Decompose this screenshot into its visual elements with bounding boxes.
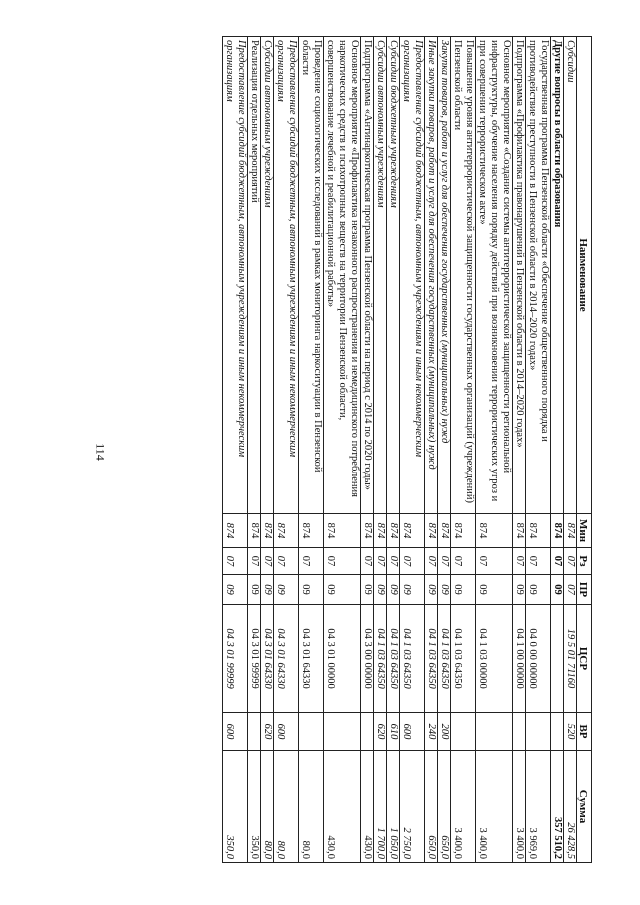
cell-min: 874 bbox=[274, 514, 299, 548]
cell-csr: 04 3 01 00000 bbox=[324, 605, 361, 713]
cell-pr: 09 bbox=[438, 575, 451, 605]
cell-name: Основное мероприятие «Создание системы антитеррористической защищенности региональной инфраструктуры, обучение населения порядку действий при возникновении террористических угроз и при совершении террористическом акте» bbox=[476, 37, 513, 514]
cell-sum: 430,0 bbox=[324, 751, 361, 863]
cell-csr: 04 3 00 00000 bbox=[361, 605, 374, 713]
cell-min: 874 bbox=[400, 514, 425, 548]
cell-pr: 07 bbox=[564, 575, 577, 605]
cell-csr: 04 3 01 64330 bbox=[261, 605, 274, 713]
cell-sum: 80,0 bbox=[261, 751, 274, 863]
cell-pr: 09 bbox=[248, 575, 261, 605]
cell-name: Другие вопросы в области образования bbox=[551, 37, 564, 514]
cell-pr: 09 bbox=[425, 575, 438, 605]
budget-table bbox=[222, 36, 592, 863]
cell-sum: 430,0 bbox=[361, 751, 374, 863]
table-row bbox=[513, 37, 526, 863]
page-number: 114 bbox=[93, 443, 108, 461]
cell-rz: 07 bbox=[223, 548, 248, 575]
table-row bbox=[248, 37, 261, 863]
cell-vr: 240 bbox=[425, 713, 438, 751]
rotated-page-content bbox=[112, 36, 592, 862]
cell-name: Субсидии bbox=[564, 37, 577, 514]
table-body bbox=[223, 37, 577, 863]
table-row bbox=[551, 37, 564, 863]
cell-name: Предоставление субсидий бюджетным, автономным учреждениям и иным некоммерческим организациям bbox=[400, 37, 425, 514]
cell-pr: 09 bbox=[451, 575, 476, 605]
cell-name: Подпрограмма «Профилактика правонарушений в Пензенской области в 2014–2020 годах» bbox=[513, 37, 526, 514]
cell-min: 874 bbox=[513, 514, 526, 548]
cell-rz: 07 bbox=[513, 548, 526, 575]
cell-vr bbox=[451, 713, 476, 751]
cell-sum: 80,0 bbox=[274, 751, 299, 863]
cell-name: Реализация отдельных мероприятий bbox=[248, 37, 261, 514]
table-row bbox=[299, 37, 324, 863]
header-name: Наименование bbox=[577, 37, 592, 514]
cell-rz: 07 bbox=[451, 548, 476, 575]
cell-sum: 2 750,0 bbox=[400, 751, 425, 863]
cell-pr: 09 bbox=[513, 575, 526, 605]
cell-vr: 620 bbox=[374, 713, 387, 751]
cell-csr: 04 1 00 00000 bbox=[513, 605, 526, 713]
cell-sum: 350,0 bbox=[223, 751, 248, 863]
cell-csr: 04 1 03 00000 bbox=[476, 605, 513, 713]
cell-pr: 09 bbox=[387, 575, 400, 605]
cell-min: 874 bbox=[476, 514, 513, 548]
cell-pr: 09 bbox=[274, 575, 299, 605]
cell-name: Субсидии автономным учреждениям bbox=[374, 37, 387, 514]
cell-pr: 09 bbox=[261, 575, 274, 605]
cell-min: 874 bbox=[223, 514, 248, 548]
cell-min: 874 bbox=[374, 514, 387, 548]
header-vr: ВР bbox=[577, 713, 592, 751]
cell-min: 874 bbox=[451, 514, 476, 548]
cell-name: Иные закупки товаров, работ и услуг для обеспечения государственных (муниципальных) нужд bbox=[425, 37, 438, 514]
cell-min: 874 bbox=[248, 514, 261, 548]
table-row bbox=[324, 37, 361, 863]
cell-csr: 04 1 03 64350 bbox=[425, 605, 438, 713]
cell-csr: 04 3 01 99999 bbox=[223, 605, 248, 713]
cell-vr: 600 bbox=[274, 713, 299, 751]
cell-vr: 600 bbox=[223, 713, 248, 751]
header-min: Мин bbox=[577, 514, 592, 548]
cell-rz: 07 bbox=[248, 548, 261, 575]
cell-vr: 600 bbox=[400, 713, 425, 751]
cell-csr: 04 1 03 64350 bbox=[400, 605, 425, 713]
cell-rz: 07 bbox=[400, 548, 425, 575]
cell-pr: 09 bbox=[223, 575, 248, 605]
cell-min: 874 bbox=[551, 514, 564, 548]
cell-sum: 26 428,5 bbox=[564, 751, 577, 863]
cell-pr: 09 bbox=[400, 575, 425, 605]
cell-vr bbox=[248, 713, 261, 751]
cell-sum: 650,0 bbox=[438, 751, 451, 863]
cell-csr: 04 1 03 64350 bbox=[374, 605, 387, 713]
cell-csr: 04 3 01 64330 bbox=[274, 605, 299, 713]
cell-name: Закупка товаров, работ и услуг для обеспечения государственных (муниципальных) нужд bbox=[438, 37, 451, 514]
table-row bbox=[451, 37, 476, 863]
cell-pr: 09 bbox=[374, 575, 387, 605]
cell-csr: 04 1 03 64350 bbox=[387, 605, 400, 713]
cell-pr: 09 bbox=[526, 575, 551, 605]
table-row bbox=[438, 37, 451, 863]
cell-pr: 09 bbox=[299, 575, 324, 605]
cell-rz: 07 bbox=[361, 548, 374, 575]
cell-csr: 04 1 03 64350 bbox=[438, 605, 451, 713]
cell-name: Государственная программа Пензенской области «Обеспечение общественного порядка и противодействие преступности в Пензенской области в 2014–2020 годах» bbox=[526, 37, 551, 514]
cell-vr bbox=[513, 713, 526, 751]
cell-sum: 80,0 bbox=[299, 751, 324, 863]
cell-rz: 07 bbox=[425, 548, 438, 575]
cell-sum: 650,0 bbox=[425, 751, 438, 863]
cell-csr: 04 0 00 00000 bbox=[526, 605, 551, 713]
cell-rz: 07 bbox=[299, 548, 324, 575]
cell-name: Субсидии бюджетным учреждениям bbox=[387, 37, 400, 514]
table-row bbox=[261, 37, 274, 863]
table-row bbox=[361, 37, 374, 863]
table-row bbox=[400, 37, 425, 863]
cell-name: Предоставление субсидий бюджетным, автономным учреждениям и иным некоммерческим организациям bbox=[274, 37, 299, 514]
cell-sum: 3 969,0 bbox=[526, 751, 551, 863]
cell-vr bbox=[476, 713, 513, 751]
cell-pr: 09 bbox=[324, 575, 361, 605]
cell-rz: 07 bbox=[526, 548, 551, 575]
cell-vr bbox=[526, 713, 551, 751]
cell-vr bbox=[361, 713, 374, 751]
cell-csr: 04 1 03 64350 bbox=[451, 605, 476, 713]
header-csr: ЦСР bbox=[577, 605, 592, 713]
cell-rz: 07 bbox=[476, 548, 513, 575]
cell-vr bbox=[299, 713, 324, 751]
header-pr: ПР bbox=[577, 575, 592, 605]
cell-csr: 04 3 01 64330 bbox=[299, 605, 324, 713]
cell-rz: 07 bbox=[374, 548, 387, 575]
cell-rz: 07 bbox=[261, 548, 274, 575]
cell-vr: 620 bbox=[261, 713, 274, 751]
table-header-row bbox=[577, 37, 592, 863]
cell-min: 874 bbox=[261, 514, 274, 548]
cell-rz: 07 bbox=[274, 548, 299, 575]
cell-name: Субсидии автономным учреждениям bbox=[261, 37, 274, 514]
cell-sum: 350,0 bbox=[248, 751, 261, 863]
cell-min: 874 bbox=[387, 514, 400, 548]
cell-sum: 3 400,0 bbox=[513, 751, 526, 863]
cell-name: Проведение социологических исследований в рамках мониторинга наркоситуации в Пензенской области bbox=[299, 37, 324, 514]
cell-min: 874 bbox=[526, 514, 551, 548]
cell-pr: 09 bbox=[361, 575, 374, 605]
cell-rz: 07 bbox=[564, 548, 577, 575]
cell-csr: 04 3 01 99999 bbox=[248, 605, 261, 713]
cell-name: Основное мероприятие «Профилактика незаконного распространения и немедицинского потребления наркотических средств и психотропных веществ на территории Пензенской области, совершенствование лечебной и реабилитационной работы» bbox=[324, 37, 361, 514]
cell-csr: 19 5 01 71160 bbox=[564, 605, 577, 713]
header-rz: Рз bbox=[577, 548, 592, 575]
cell-rz: 07 bbox=[387, 548, 400, 575]
cell-csr bbox=[551, 605, 564, 713]
cell-sum: 3 400,0 bbox=[451, 751, 476, 863]
cell-sum: 357 510,2 bbox=[551, 751, 564, 863]
cell-pr: 09 bbox=[476, 575, 513, 605]
cell-min: 874 bbox=[438, 514, 451, 548]
cell-min: 874 bbox=[425, 514, 438, 548]
cell-rz: 07 bbox=[324, 548, 361, 575]
cell-min: 874 bbox=[361, 514, 374, 548]
cell-rz: 07 bbox=[551, 548, 564, 575]
cell-sum: 3 400,0 bbox=[476, 751, 513, 863]
table-row bbox=[387, 37, 400, 863]
cell-vr bbox=[324, 713, 361, 751]
table-row bbox=[374, 37, 387, 863]
table-row bbox=[526, 37, 551, 863]
cell-min: 874 bbox=[324, 514, 361, 548]
cell-sum: 1 700,0 bbox=[374, 751, 387, 863]
cell-min: 874 bbox=[564, 514, 577, 548]
cell-vr: 610 bbox=[387, 713, 400, 751]
cell-vr: 520 bbox=[564, 713, 577, 751]
cell-name: Предоставление субсидий бюджетным, автономным учреждениям и иным некоммерческим организациям bbox=[223, 37, 248, 514]
table-row bbox=[274, 37, 299, 863]
table-row bbox=[564, 37, 577, 863]
table-row bbox=[476, 37, 513, 863]
cell-name: Повышение уровня антитеррористической защищенности государственных организаций (учреждений) Пензенской области bbox=[451, 37, 476, 514]
table-row bbox=[425, 37, 438, 863]
cell-vr: 200 bbox=[438, 713, 451, 751]
cell-sum: 1 050,0 bbox=[387, 751, 400, 863]
cell-vr bbox=[551, 713, 564, 751]
cell-min: 874 bbox=[299, 514, 324, 548]
cell-name: Подпрограмма «Антинаркотическая программа Пензенской области на период с 2014 по 2020 годы» bbox=[361, 37, 374, 514]
table-row bbox=[223, 37, 248, 863]
header-sum: Сумма bbox=[577, 751, 592, 863]
cell-rz: 07 bbox=[438, 548, 451, 575]
cell-pr: 09 bbox=[551, 575, 564, 605]
